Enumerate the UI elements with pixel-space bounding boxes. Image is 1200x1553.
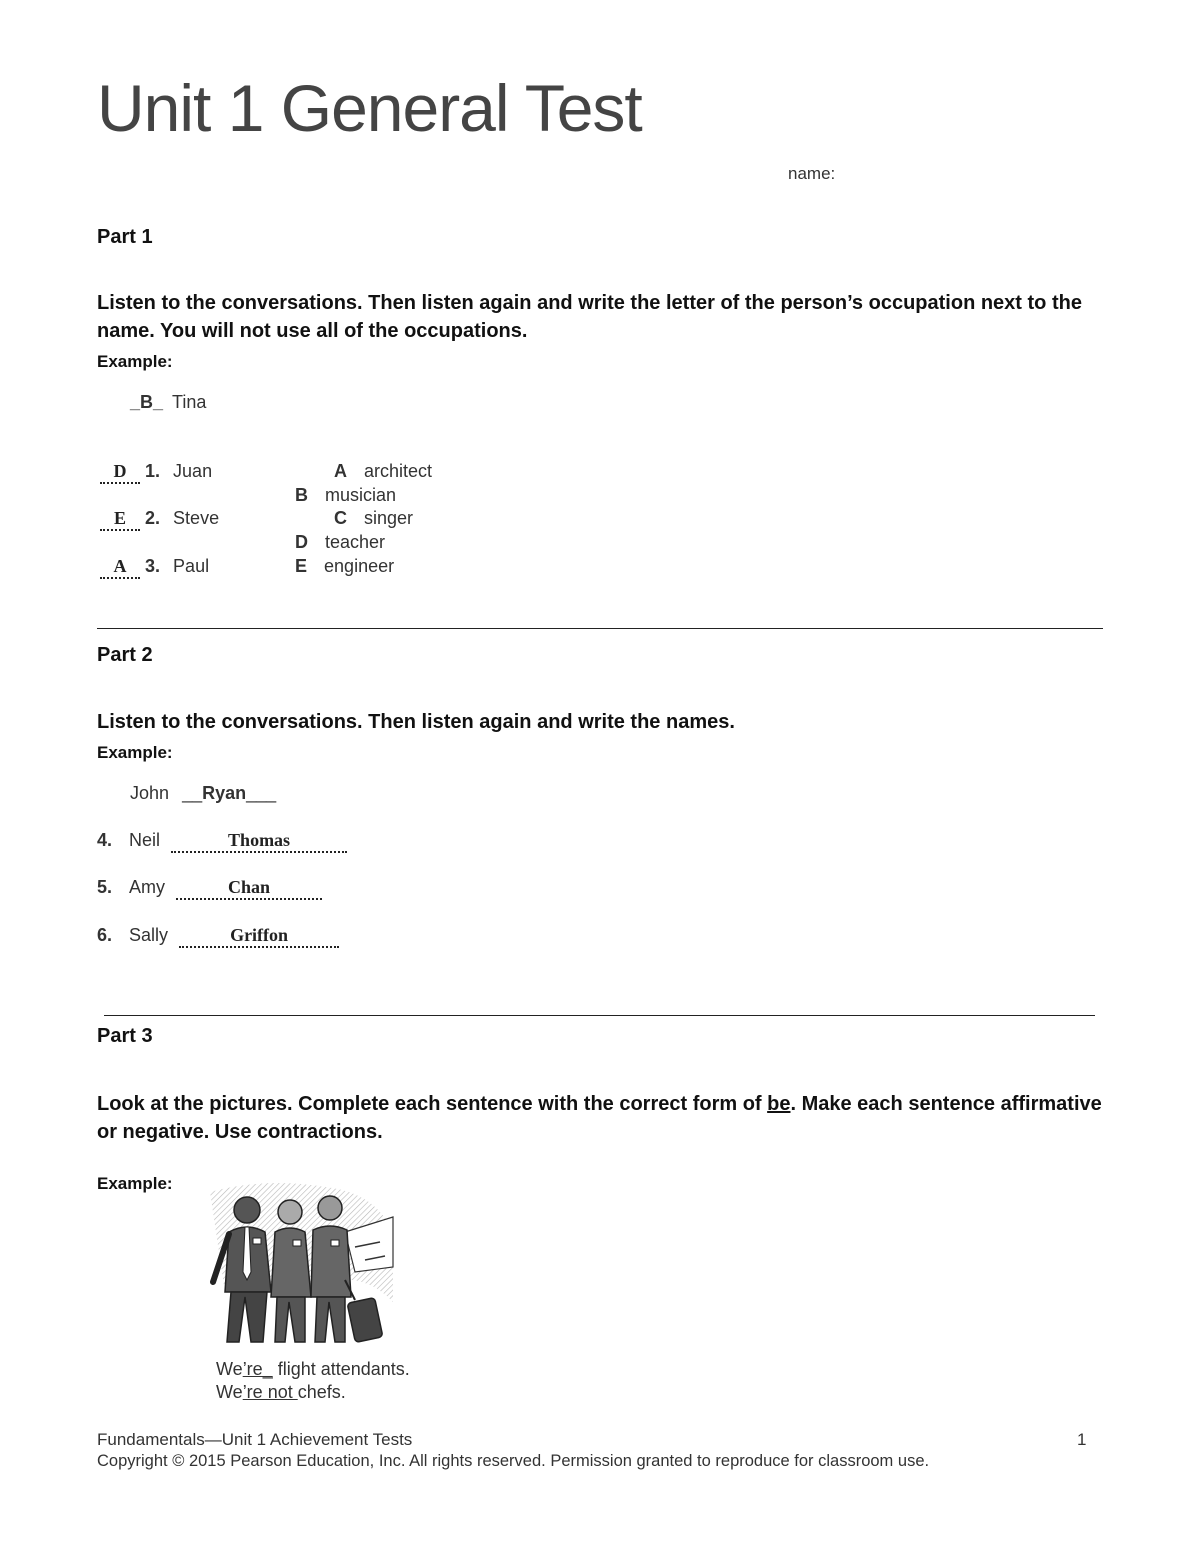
sentence-post: chefs. [297, 1382, 346, 1402]
answer-blank[interactable]: Griffon [179, 925, 339, 948]
answer-blank[interactable]: D [100, 461, 140, 484]
part1-heading: Part 1 [97, 226, 153, 248]
option-item [334, 461, 432, 482]
example-name: John [130, 783, 170, 803]
item-name: Neil [129, 830, 161, 850]
example-sentence-2 [216, 1382, 346, 1403]
option-letter: B [295, 485, 308, 505]
answer-blank[interactable]: A [100, 556, 140, 579]
option-text: musician [325, 485, 397, 505]
part2-item [97, 925, 339, 948]
option-item [334, 508, 413, 529]
example-post: ___ [246, 783, 277, 803]
page-number: 1 [1077, 1430, 1087, 1449]
option-text: architect [364, 461, 433, 481]
answer-blank[interactable]: Chan [176, 877, 322, 900]
item-number: 6. [97, 925, 113, 945]
answer-blank[interactable]: Thomas [171, 830, 347, 853]
part1-item [100, 556, 209, 579]
item-number: 2. [145, 508, 161, 528]
example-pre: __ [182, 783, 203, 803]
sentence-pre: We [216, 1382, 243, 1402]
item-name: Paul [173, 556, 210, 576]
copyright-notice: Copyright © 2015 Pearson Education, Inc. All rights reserved. Permission granted to reproduce for classroom use. [97, 1452, 930, 1470]
footer-title: Fundamentals—Unit 1 Achievement Tests [97, 1430, 413, 1449]
page-title: Unit 1 General Test [97, 71, 642, 145]
item-name: Steve [173, 508, 220, 528]
option-letter: E [295, 556, 308, 576]
instructions-word: be [767, 1093, 791, 1115]
option-text: singer [364, 508, 414, 528]
part1-example [130, 392, 206, 413]
example-answer: Ryan [202, 783, 247, 803]
part2-example [130, 783, 276, 804]
part3-heading: Part 3 [97, 1025, 153, 1047]
sentence-blank: ’re not [242, 1382, 298, 1402]
flight-attendants-illustration [205, 1172, 395, 1350]
part1-item [100, 461, 212, 484]
example-answer: _B_ [130, 392, 164, 412]
item-name: Juan [173, 461, 213, 481]
item-number: 4. [97, 830, 113, 850]
part3-instructions [97, 1090, 1107, 1146]
name-label: name: [788, 164, 836, 183]
part1-example-label: Example: [97, 352, 173, 371]
item-number: 3. [145, 556, 161, 576]
option-letter: A [334, 461, 347, 481]
answer-blank[interactable]: E [100, 508, 140, 531]
part2-example-label: Example: [97, 743, 173, 762]
section-divider [97, 628, 1103, 629]
sentence-post: flight attendants. [272, 1359, 410, 1379]
example-sentence-1 [216, 1359, 410, 1380]
part1-instructions: Listen to the conversations. Then listen again and write the letter of the person’s occupation next to the name. You will not use all of the occupations. [97, 292, 1082, 342]
sentence-blank: ’re_ [242, 1359, 273, 1379]
item-name: Amy [129, 877, 166, 897]
option-letter: C [334, 508, 347, 528]
option-item [295, 485, 396, 506]
option-text: engineer [324, 556, 395, 576]
item-number: 5. [97, 877, 113, 897]
option-letter: D [295, 532, 308, 552]
instructions-pre: Look at the pictures. Complete each sentence with the correct form of [97, 1093, 768, 1115]
part2-heading: Part 2 [97, 644, 153, 666]
section-divider [104, 1015, 1095, 1016]
part2-item [97, 830, 347, 853]
option-item [295, 532, 385, 553]
sentence-pre: We [216, 1359, 243, 1379]
part2-instructions: Listen to the conversations. Then listen again and write the names. [97, 711, 735, 733]
item-name: Sally [129, 925, 169, 945]
instructions-post: . Make each sentence affirmative or negative. Use contractions. [97, 1093, 1102, 1143]
option-item [295, 556, 394, 577]
part2-item [97, 877, 322, 900]
item-number: 1. [145, 461, 161, 481]
part3-example-label: Example: [97, 1174, 173, 1193]
example-name: Tina [172, 392, 207, 412]
part1-item [100, 508, 219, 531]
option-text: teacher [325, 532, 386, 552]
